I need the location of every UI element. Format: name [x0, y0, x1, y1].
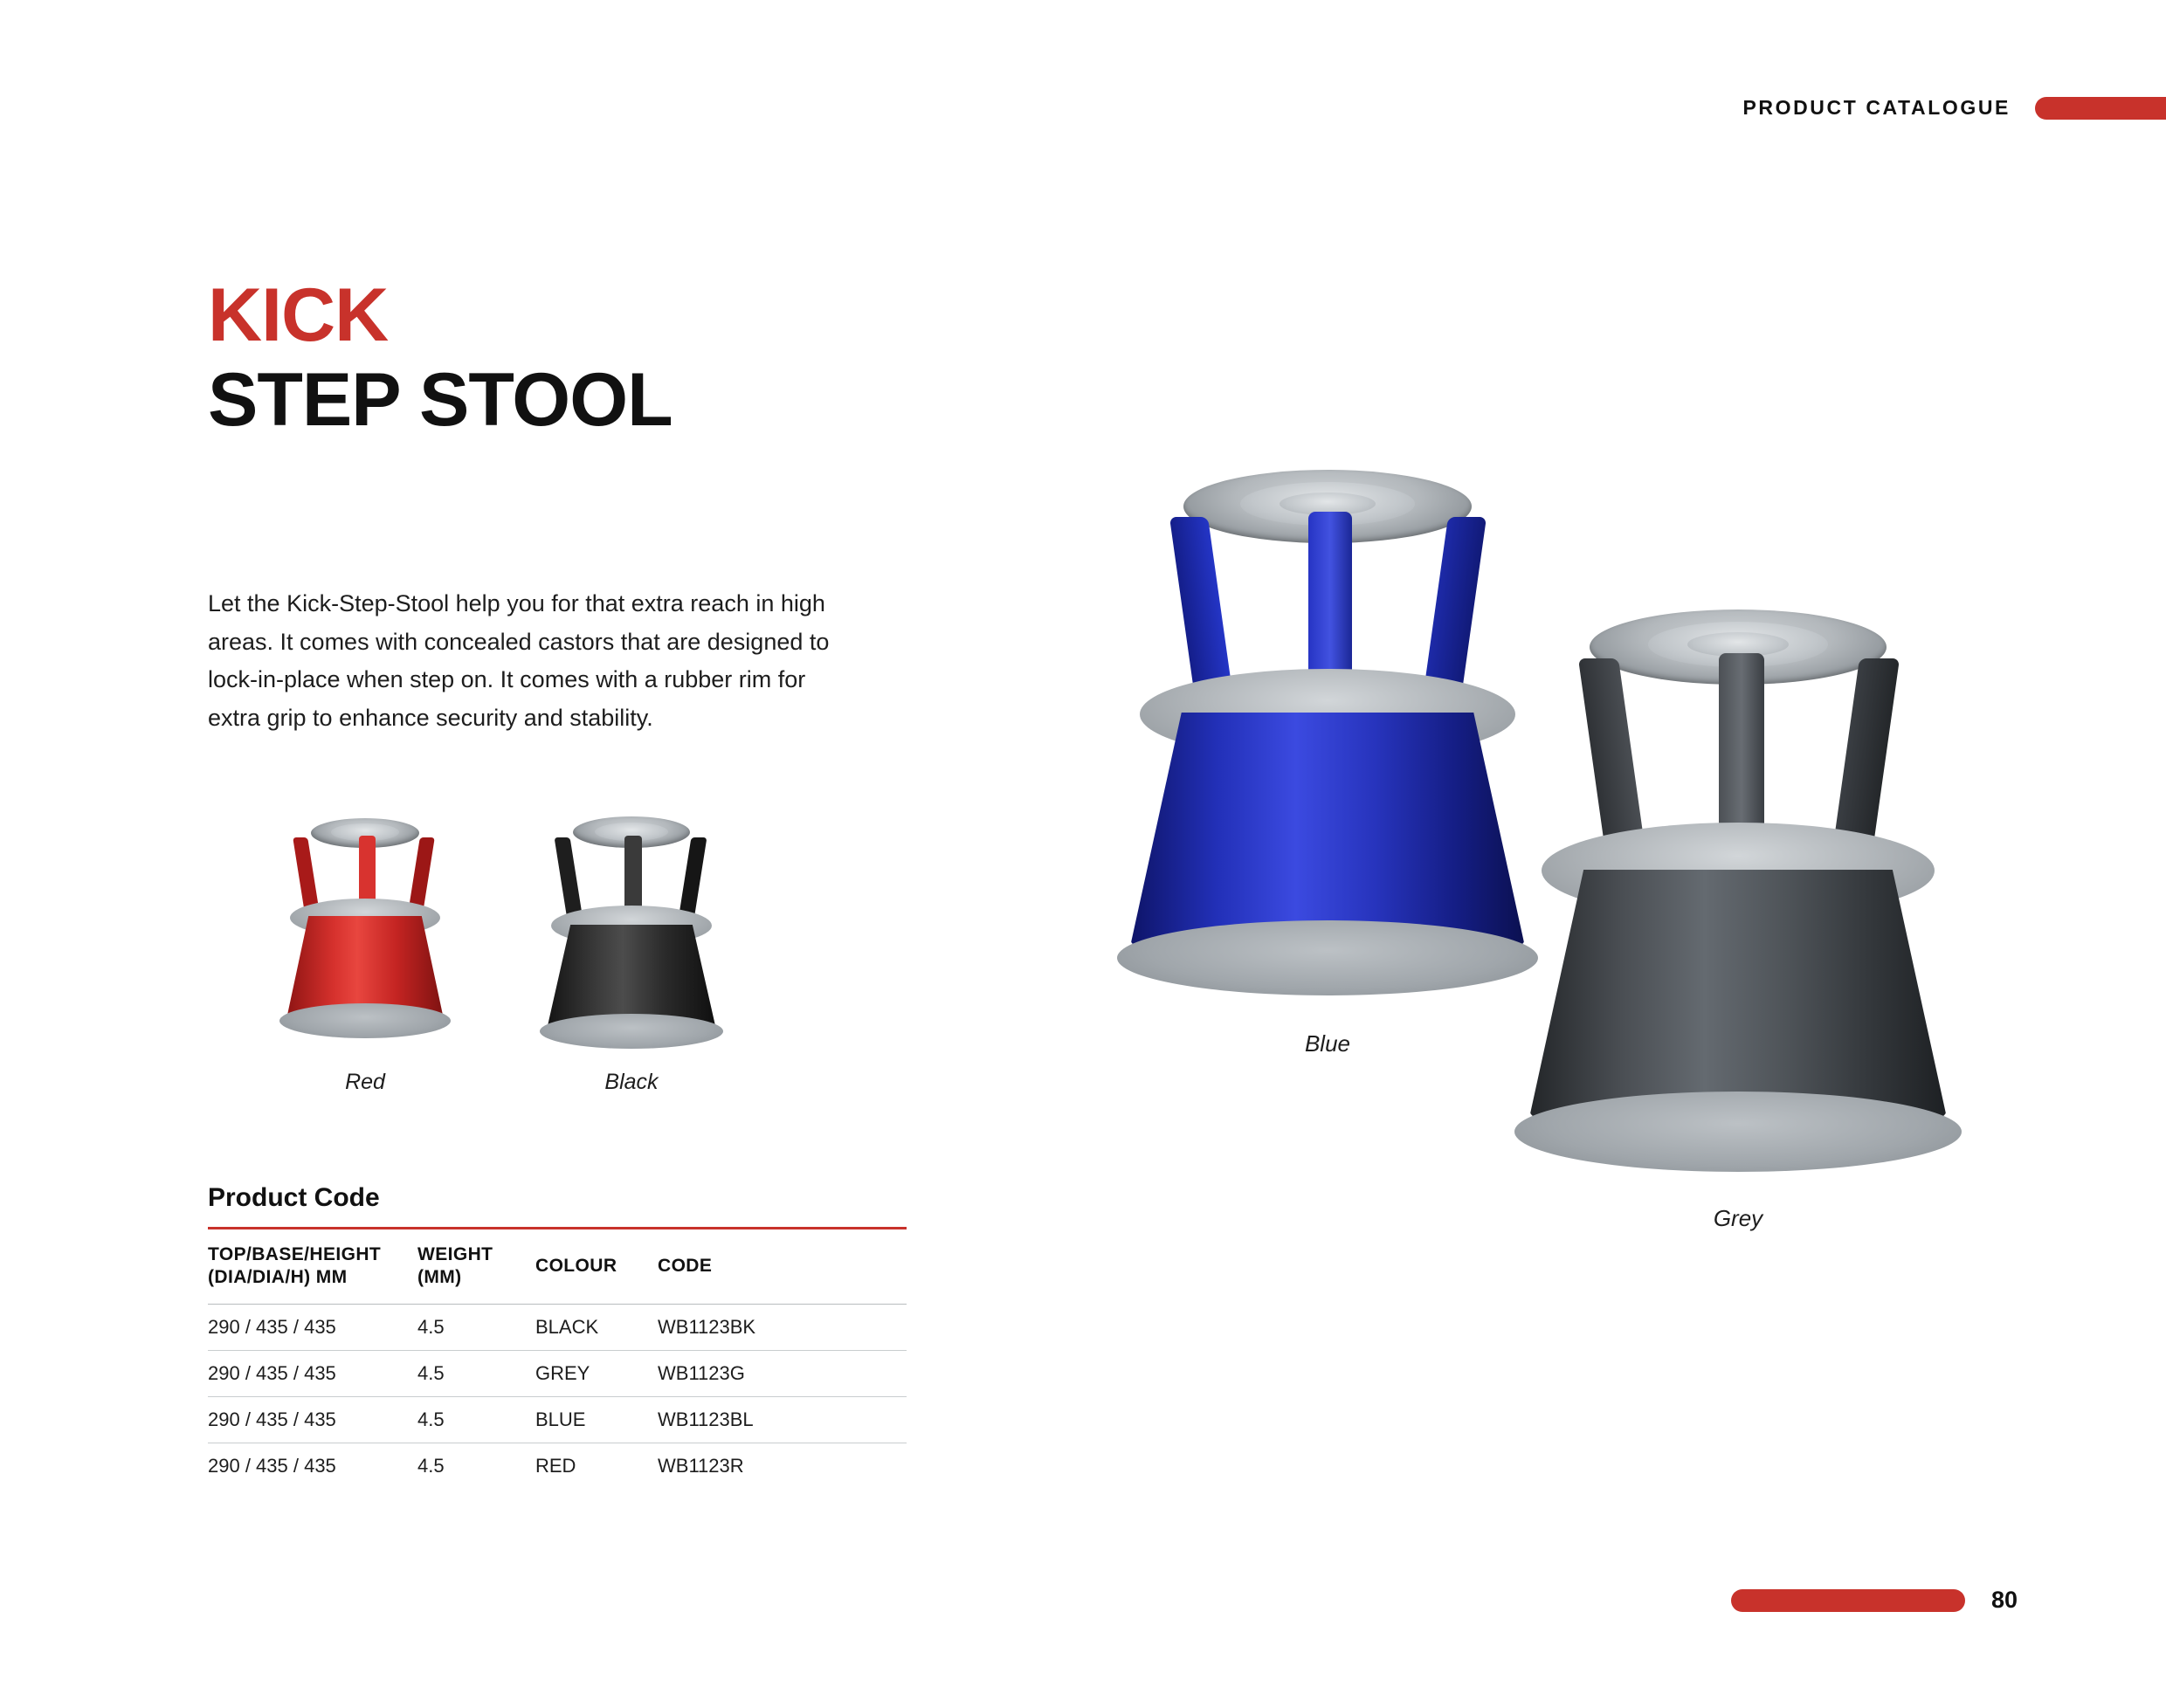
small-product-gallery: [208, 808, 854, 1157]
stool-base-rim: [540, 1014, 723, 1049]
cell-code: WB1123BL: [658, 1396, 907, 1443]
product-code-heading: Product Code: [208, 1183, 380, 1212]
stool-body: [1130, 713, 1525, 947]
table-header-row: [208, 1229, 907, 1305]
column-header-colour: COLOUR: [535, 1256, 617, 1277]
stool-body: [1529, 870, 1947, 1118]
product-code-table: [208, 1227, 907, 1489]
table-row: [208, 1350, 907, 1396]
stool-leg: [1578, 658, 1645, 845]
cell-dimensions: 290 / 435 / 435: [208, 1454, 336, 1477]
stool-leg: [1169, 517, 1232, 692]
page-title-line-1: KICK: [208, 273, 389, 357]
page-footer: [1731, 1587, 2018, 1614]
stool-illustration-grey: [1493, 594, 1983, 1196]
cell-dimensions: 290 / 435 / 435: [208, 1304, 417, 1350]
cell-colour: GREY: [535, 1350, 658, 1396]
stool-illustration-blue: [1100, 454, 1555, 1013]
product-caption-blue: Blue: [1304, 1030, 1351, 1057]
stool-leg: [1424, 517, 1487, 692]
column-header-dimensions-line1: TOP/BASE/HEIGHT: [208, 1244, 382, 1264]
table-body: [208, 1304, 907, 1489]
page-header: [1742, 96, 2166, 120]
page-title-line-2: STEP STOOL: [208, 358, 673, 442]
product-caption-red: Red: [345, 1070, 385, 1094]
stool-leg: [679, 837, 707, 919]
column-header-code: CODE: [658, 1256, 713, 1277]
cell-weight: 4.5: [417, 1304, 535, 1350]
cell-colour: BLACK: [535, 1304, 658, 1350]
stool-leg: [408, 837, 435, 913]
cell-dimensions: 290 / 435 / 435: [208, 1396, 417, 1443]
table-row: [208, 1396, 907, 1443]
footer-accent-pill: [1731, 1589, 1965, 1612]
page-number: 80: [1990, 1587, 2018, 1613]
stool-base-rim: [1514, 1092, 1962, 1172]
stool-base-rim: [1117, 920, 1538, 995]
column-header-weight-line2: (MM): [417, 1267, 462, 1288]
product-code-table-wrapper: [208, 1227, 907, 1489]
cell-weight: 4.5: [417, 1350, 535, 1396]
cell-code: WB1123G: [658, 1350, 907, 1396]
stool-leg: [293, 837, 320, 913]
table-header: [208, 1229, 907, 1305]
table-row: [208, 1304, 907, 1350]
cell-weight: 4.5: [417, 1396, 535, 1443]
stool-illustration-black: [487, 808, 776, 1061]
header-title: PRODUCT CATALOGUE: [1742, 96, 2011, 119]
cell-dimensions: 290 / 435 / 435: [208, 1350, 417, 1396]
cell-colour: BLUE: [535, 1396, 658, 1443]
cell-code: WB1123R: [658, 1454, 744, 1477]
column-header-dimensions-line2: (DIA/DIA/H) MM: [208, 1267, 348, 1288]
cell-code: WB1123BK: [658, 1304, 907, 1350]
column-header-dimensions: [208, 1229, 417, 1305]
header-accent-pill: [2035, 97, 2166, 120]
cell-weight: 4.5: [417, 1454, 445, 1477]
column-header-weight: [417, 1229, 535, 1305]
page-title: [208, 273, 673, 442]
product-caption-grey: Grey: [1713, 1205, 1763, 1231]
product-figure-grey: [1493, 594, 1983, 1231]
product-caption-black: Black: [604, 1070, 659, 1094]
product-figure-black: [487, 808, 776, 1095]
column-header-weight-line1: WEIGHT: [417, 1244, 493, 1264]
stool-leg: [1833, 658, 1900, 845]
table-row: [208, 1443, 907, 1489]
stool-illustration-red: [234, 808, 496, 1061]
hero-product-gallery: [1092, 437, 2122, 1310]
product-description: Let the Kick-Step-Stool help you for that extra reach in high areas. It comes with concealed castors that are designed to lock-in-place when step on. It comes with a rubber rim for extra grip to enhance security and stability.: [208, 590, 830, 732]
stool-leg: [555, 837, 583, 919]
cell-colour: RED: [535, 1454, 576, 1477]
product-figure-red: [234, 808, 496, 1095]
stool-base-rim: [279, 1003, 451, 1038]
product-figure-blue: [1100, 454, 1555, 1057]
